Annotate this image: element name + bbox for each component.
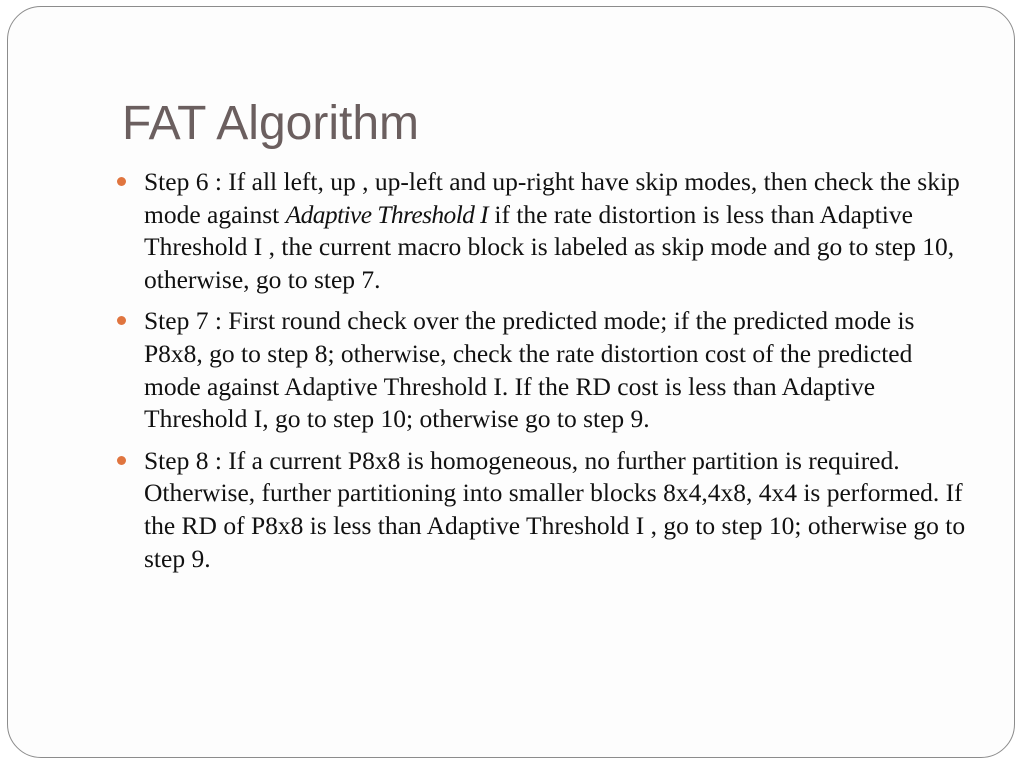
bullet-dot-icon <box>117 177 126 186</box>
bullet-step-6-text: Step 6 : If all left, up , up-left and up-right have skip modes, then check the skip mode against <box>144 167 960 229</box>
bullet-list <box>144 166 974 584</box>
bullet-step-6 <box>144 166 974 296</box>
slide-title: FAT Algorithm <box>122 97 419 150</box>
bullet-step-6-text-rest: if the rate distortion is less than Adaptive Threshold I , the current macro block is labeled as skip mode and go to step 10, otherwise, go to step 7. <box>144 199 955 294</box>
bullet-step-7 <box>144 305 974 435</box>
bullet-step-8 <box>144 445 974 575</box>
bullet-step-8-text: Step 8 : If a current P8x8 is homogeneous, no further partition is required. Otherwise, further partitioning into smaller blocks 8x4,4x8, 4x4 is performed. If the RD of P8x8 is less than Adaptive Threshold I , go to step 10; otherwise go to step 9. <box>144 445 966 573</box>
bullet-dot-icon <box>117 456 126 465</box>
bullet-step-7-text: Step 7 : First round check over the predicted mode; if the predicted mode is P8x8, go to step 8; otherwise, check the rate distortion cost of the predicted mode against Adaptive Threshold I. If the RD cost is less than Adaptive Threshold I, go to step 10; otherwise go to step 9. <box>144 306 915 434</box>
bullet-step-6-italic-term: Adaptive Threshold I <box>285 199 489 229</box>
